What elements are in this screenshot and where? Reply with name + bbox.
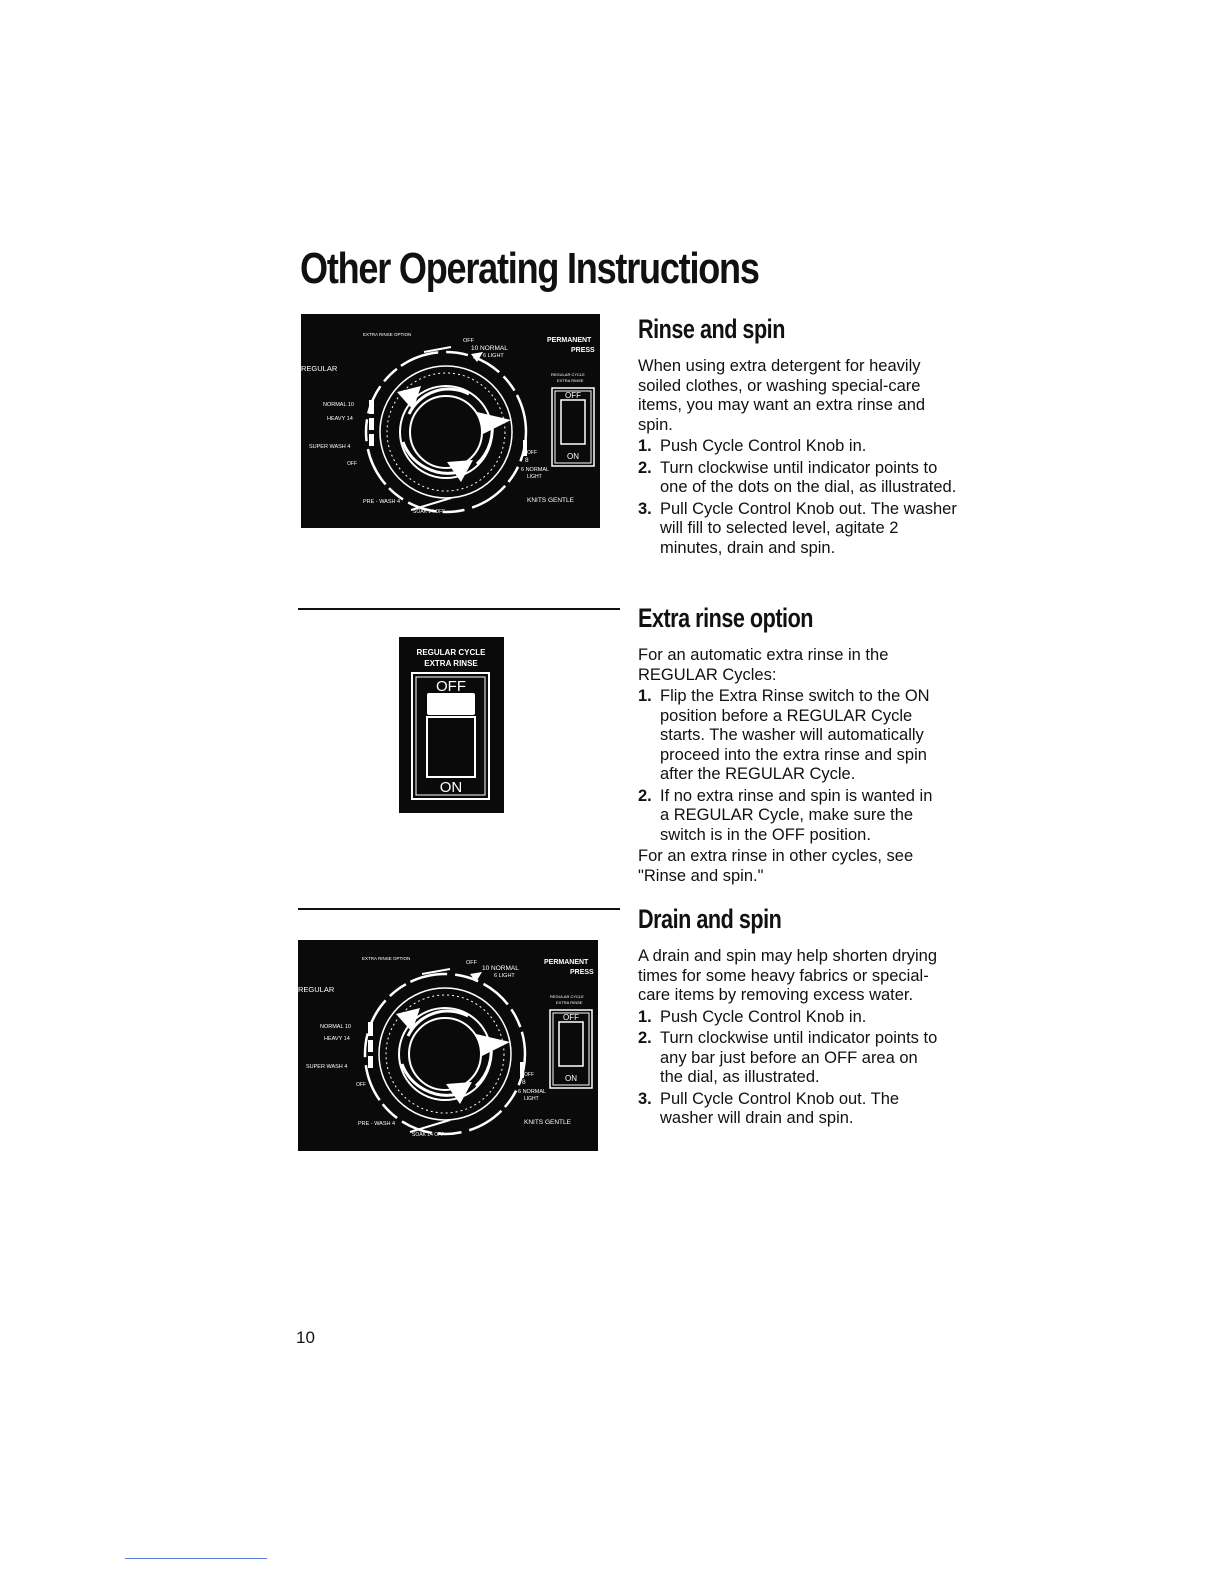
dial-label-super-wash-4: SUPER WASH 4 (309, 444, 351, 450)
dial-label-reg-cycle: REGULAR CYCLE (550, 994, 584, 999)
dial-label-off: OFF (347, 461, 357, 467)
switch-label-line1: REGULAR CYCLE (416, 648, 486, 657)
dial-label-light: LIGHT (527, 474, 542, 480)
footer-link-underline (125, 1558, 267, 1559)
dial-label-reg-cycle: REGULAR CYCLE (551, 372, 585, 377)
dial-label-knits-gentle: KNITS GENTLE (524, 1119, 571, 1126)
extra-rinse-body (638, 646, 944, 888)
page-title: Other Operating Instructions (300, 244, 759, 293)
dial-label-extra-rinse-option: EXTRA RINSE OPTION (363, 332, 412, 337)
dial-label-press: PRESS (570, 969, 594, 976)
small-switch-off: OFF (565, 391, 581, 400)
dial-label-normal-10: NORMAL 10 (320, 1024, 351, 1030)
dial-label-press: PRESS (571, 347, 595, 354)
list-item: 2. If no extra rinse and spin is wanted in a REGULAR Cycle, make sure the switch is in the OFF position. (638, 786, 933, 844)
extra-rinse-switch-illustration (399, 637, 504, 813)
extra-steps (638, 687, 944, 845)
list-item: 1. Push Cycle Control Knob in. (638, 1007, 867, 1026)
dial-label-permanent: PERMANENT (547, 337, 592, 344)
dial-label-permanent: PERMANENT (544, 959, 589, 966)
heading-rinse-and-spin: Rinse and spin (638, 314, 785, 344)
dial-label-8: 8 (522, 1079, 526, 1086)
dial-label-regular: REGULAR (301, 364, 338, 373)
rinse-intro: When using extra detergent for heavily soiled clothes, or washing special-care items, you may want an extra rinse and spin. (638, 357, 926, 434)
page-number: 10 (296, 1328, 315, 1347)
switch-on-label: ON (439, 779, 463, 796)
rinse-steps (638, 437, 958, 558)
small-switch-off: OFF (563, 1013, 579, 1022)
list-item: 1. Flip the Extra Rinse switch to the ON position before a REGULAR Cycle starts. The washer will automatically proceed into the extra rinse and spin after the REGULAR Cycle. (638, 687, 930, 783)
small-switch-on: ON (565, 1074, 577, 1083)
dial-label-6-normal: 6 NORMAL (518, 1089, 547, 1095)
dial-label-right-off: OFF (524, 1072, 534, 1078)
dial-label-top-off: OFF (463, 338, 474, 344)
heading-extra-rinse-option: Extra rinse option (638, 603, 813, 633)
dial-label-6-light: 6 LIGHT (494, 973, 515, 979)
dial-label-right-off: OFF (527, 450, 537, 456)
dial-label-light: LIGHT (524, 1096, 539, 1102)
drain-and-spin-body (638, 947, 938, 1131)
dial-label-extra-rinse: EXTRA RINSE (556, 1000, 583, 1005)
list-item: 3. Pull Cycle Control Knob out. The washer will fill to selected level, agitate 2 minutes, drain and spin. (638, 499, 957, 557)
list-item: 2. Turn clockwise until indicator points to one of the dots on the dial, as illustrated. (638, 458, 957, 496)
dial-graphic (301, 314, 600, 528)
switch-graphic (399, 637, 504, 813)
section-divider (298, 608, 620, 610)
list-item: 1. Push Cycle Control Knob in. (638, 437, 867, 455)
dial-label-8: 8 (525, 457, 529, 464)
dial-label-extra-rinse-option: EXTRA RINSE OPTION (362, 956, 411, 961)
rinse-and-spin-body (638, 357, 958, 560)
extra-intro: For an automatic extra rinse in the REGULAR Cycles: (638, 646, 889, 684)
dial-label-soak-14-off: SOAK 14 OFF (413, 509, 446, 515)
drain-intro: A drain and spin may help shorten drying times for some heavy fabrics or special-care items by removing excess water. (638, 947, 938, 1004)
dial-label-10-normal: 10 NORMAL (471, 345, 508, 352)
list-item: 2. Turn clockwise until indicator points to any bar just before an OFF area on the dial, as illustrated. (638, 1029, 938, 1086)
dial-label-pre-wash-4: PRE - WASH 4 (363, 499, 401, 505)
heading-drain-and-spin: Drain and spin (638, 904, 782, 934)
drain-steps (638, 1008, 938, 1129)
dial-label-extra-rinse: EXTRA RINSE (557, 378, 584, 383)
dial-label-10-normal: 10 NORMAL (482, 965, 519, 972)
small-switch-on: ON (567, 452, 579, 461)
extra-outro: For an extra rinse in other cycles, see "Rinse and spin." (638, 847, 914, 885)
dial-label-6-light: 6 LIGHT (483, 353, 504, 359)
dial-label-6-normal: 6 NORMAL (521, 467, 550, 473)
list-item: 3. Pull Cycle Control Knob out. The washer will drain and spin. (638, 1089, 900, 1127)
dial-label-soak-14-off: SOAK 14 OFF (412, 1132, 445, 1138)
cycle-dial-illustration-rinse (301, 314, 600, 528)
dial-label-off: OFF (356, 1082, 366, 1088)
dial-label-regular: REGULAR (298, 985, 335, 994)
cycle-dial-illustration-drain (298, 940, 598, 1151)
dial-label-pre-wash-4: PRE - WASH 4 (358, 1121, 396, 1127)
dial-label-heavy-14: HEAVY 14 (327, 416, 353, 422)
dial-label-super-wash-4: SUPER WASH 4 (306, 1064, 348, 1070)
dial-label-heavy-14: HEAVY 14 (324, 1036, 350, 1042)
dial-graphic (298, 940, 598, 1151)
dial-label-normal-10: NORMAL 10 (323, 402, 354, 408)
dial-label-top-off: OFF (466, 960, 477, 966)
switch-label-line2: EXTRA RINSE (424, 659, 478, 668)
switch-off-label: OFF (436, 678, 466, 695)
section-divider (298, 908, 620, 910)
dial-label-knits-gentle: KNITS GENTLE (527, 497, 574, 504)
